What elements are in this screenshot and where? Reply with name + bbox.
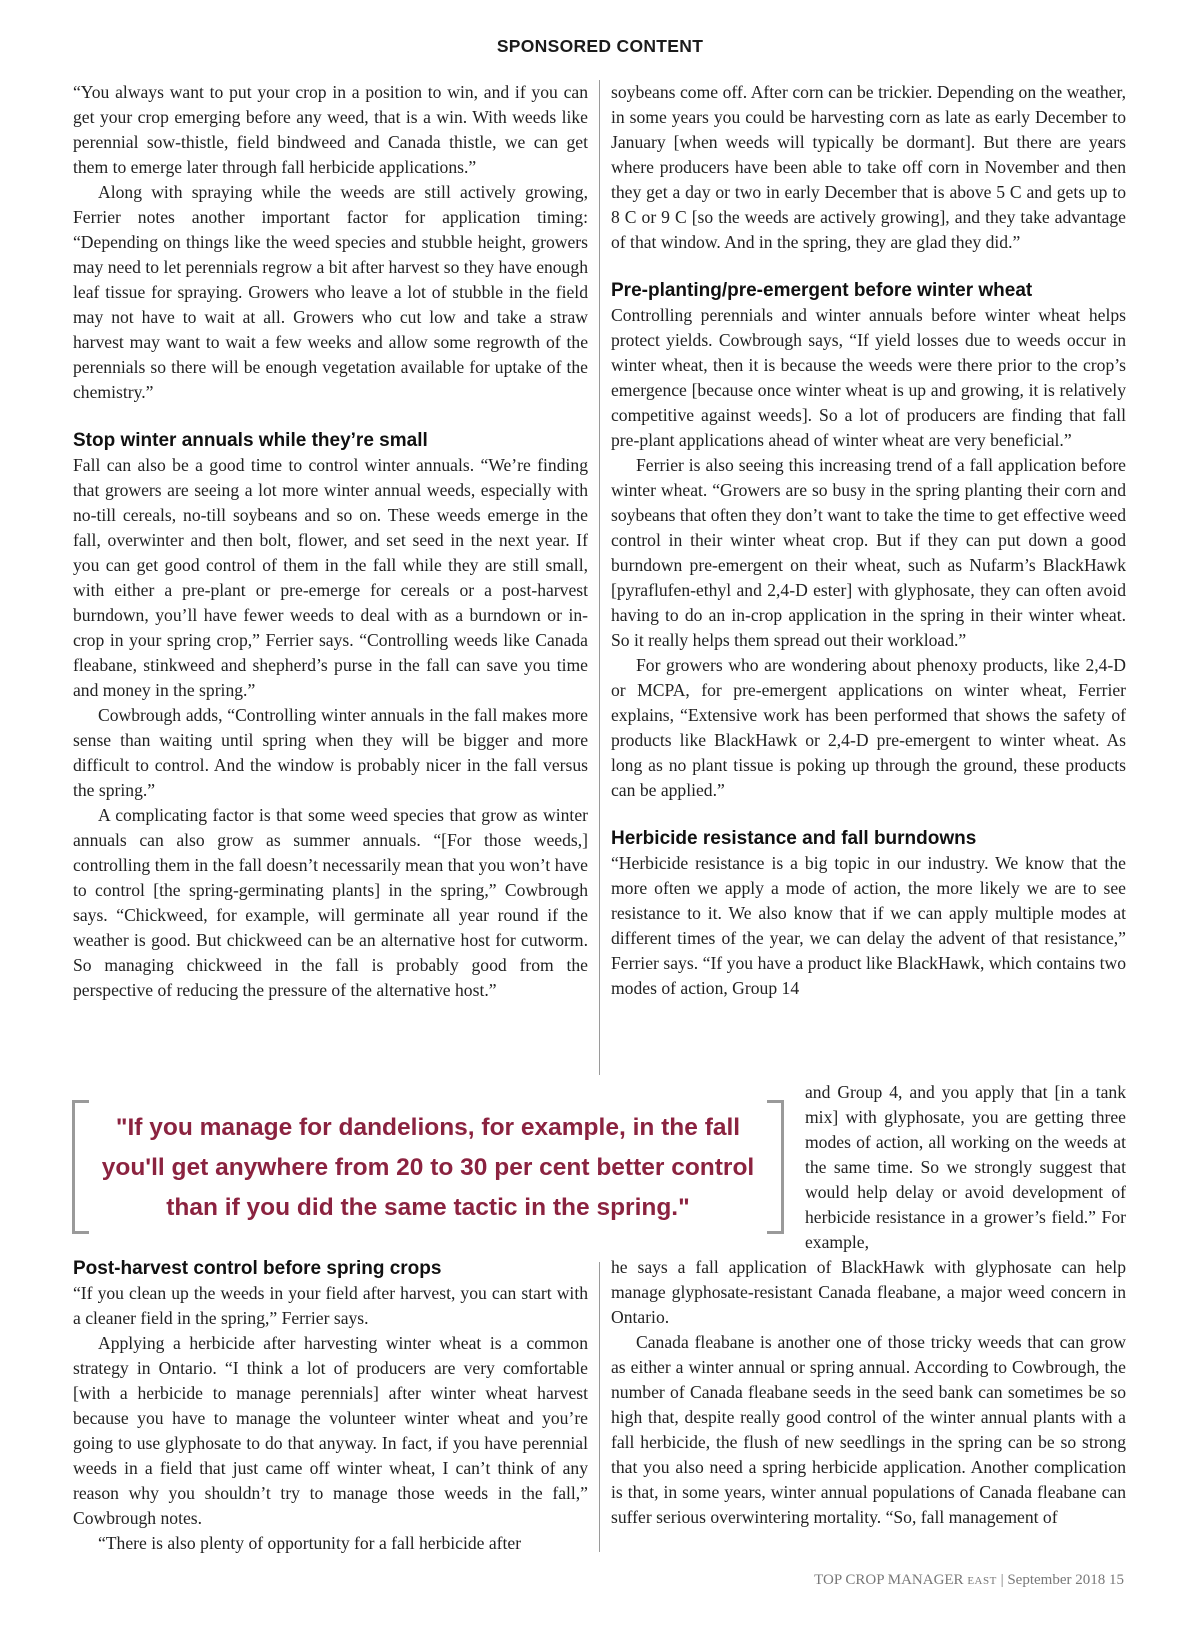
right-column [611, 80, 1126, 1001]
paragraph: “You always want to put your crop in a position to win, and if you can get your crop emerging before any weed, that is a win. With weeds like perennial sow-thistle, field bindweed and Canada thistle, we can get them to emerge later through fall herbicide applications.” [73, 82, 588, 177]
section-heading: Herbicide resistance and fall burndowns [611, 828, 977, 849]
right-column-wrap [805, 1080, 1126, 1255]
paragraph: Controlling perennials and winter annuals before winter wheat helps protect yields. Cowbrough says, “If yield losses due to weeds occur in winter wheat, then it is because the weeds were there prior to the crop’s emergence [because once winter wheat is up and growing, it is relatively competitive against weeds]. So a lot of producers are finding that fall pre-plant applications ahead of winter wheat are very beneficial.” [611, 305, 1126, 450]
page-footer [814, 1572, 1124, 1589]
paragraph: Fall can also be a good time to control winter annuals. “We’re finding that growers are seeing a lot more winter annual weeds, especially with no-till cereals, no-till soybeans and so on. These weeds emerge in the fall, overwinter and then bolt, flower, and set seed in the next year. If you can get good control of them in the fall while they are still small, with either a pre-plant or pre-emerge for cereals or a post-harvest burndown, you’ll have fewer weeds to deal with as a burndown or in-crop in your spring crop,” Ferrier says. “Controlling weeds like Canada fleabane, stinkweed and shepherd’s purse in the fall can save you time and money in the spring.” [73, 455, 588, 700]
left-column-top [73, 80, 588, 1003]
right-column-bottom [611, 1255, 1126, 1530]
paragraph: “If you clean up the weeds in your field after harvest, you can start with a cleaner field in the spring,” Ferrier says. [73, 1283, 588, 1328]
magazine-edition: EAST [967, 1575, 997, 1587]
paragraph: Canada fleabane is another one of those tricky weeds that can grow as either a winter annual or spring annual. According to Cowbrough, the number of Canada fleabane seeds in the seed bank can sometimes be so high that, despite really good control of the winter annual plants with a fall herbicide, the flush of new seedlings in the spring can be so strong that you also need a spring herbicide application. Another complication is that, in some years, winter annual populations of Canada fleabane can suffer serious overwintering mortality. “So, fall management of [611, 1332, 1126, 1527]
paragraph: For growers who are wondering about phenoxy products, like 2,4-D or MCPA, for pre-emergent applications on winter wheat, Ferrier explains, “Extensive work has been performed that shows the safety of products like BlackHawk or 2,4-D pre-emergent to winter wheat. As long as no plant tissue is poking up through the ground, these products can be applied.” [611, 655, 1126, 800]
paragraph: he says a fall application of BlackHawk with glyphosate can help manage glyphosate-resistant Canada fleabane, a major weed concern in Ontario. [611, 1257, 1126, 1327]
issue-date: September 2018 [1007, 1572, 1106, 1588]
paragraph: soybeans come off. After corn can be trickier. Depending on the weather, in some years you could be harvesting corn as late as early December to January [when weeds will typically be dormant]. But there are years where producers have been able to take off corn in November and then they get a day or two in early December that is above 5 C and gets up to 8 C or 9 C [so the weeds are actively growing], and they take advantage of that window. And in the spring, they are glad they did.” [611, 82, 1126, 252]
paragraph: “There is also plenty of opportunity for a fall herbicide after [98, 1533, 522, 1553]
section-heading: Stop winter annuals while they’re small [73, 430, 428, 451]
pull-quote-bracket-left [72, 1100, 89, 1234]
paragraph: Along with spraying while the weeds are still actively growing, Ferrier notes another important factor for application timing: “Depending on things like the weed species and stubble height, growers may need to let perennials regrow a bit after harvest so they have enough leaf tissue for spraying. Growers who leave a lot of stubble in the field may not have to wait at all. Growers who cut low and take a straw harvest may want to wait a few weeks and allow some regrowth of the perennials so there will be enough vegetation available for uptake of the chemistry.” [73, 182, 588, 402]
paragraph: and Group 4, and you apply that [in a tank mix] with glyphosate, you are getting three modes of action, all working on the weeds at the same time. So we strongly suggest that would help delay or avoid development of herbicide resistance in a grower’s field.” For example, [805, 1082, 1126, 1252]
section-heading: Pre-planting/pre-emergent before winter wheat [611, 280, 1033, 301]
paragraph: “Herbicide resistance is a big topic in our industry. We know that the more often we apply a mode of action, the more likely we are to see resistance to it. We also know that if we can apply multiple modes at different times of the year, we can delay the advent of that resistance,” Ferrier says. “If you have a product like BlackHawk, which contains two modes of action, Group 14 [611, 853, 1126, 998]
section-heading: Post-harvest control before spring crops [73, 1258, 442, 1279]
paragraph: A complicating factor is that some weed species that grow as winter annuals can also grow as summer annuals. “[For those weeds,] controlling them in the fall doesn’t necessarily mean that you won’t have to control [the spring-germinating plants] in the spring,” Cowbrough says. “Chickweed, for example, will germinate all year round if the weather is good. But chickweed can be an alternative host for cutworm. So managing chickweed in the fall is probably good from the perspective of reducing the pressure of the alternative host.” [73, 805, 588, 1000]
pull-quote [72, 1100, 784, 1232]
footer-separator: | [1000, 1572, 1004, 1588]
paragraph: Applying a herbicide after harvesting winter wheat is a common strategy in Ontario. “I think a lot of producers are very comfortable [with a herbicide to manage perennials] after winter wheat harvest because you have to manage the volunteer winter wheat and you’re going to use glyphosate to do that anyway. In fact, if you have perennial weeds in a field that just came off winter wheat, I can’t think of any reason why you shouldn’t try to manage those weeds in the fall,” Cowbrough notes. [73, 1333, 588, 1528]
left-column-bottom [73, 1257, 588, 1556]
paragraph: Cowbrough adds, “Controlling winter annuals in the fall makes more sense than waiting until spring when they will be bigger and more difficult to control. And the window is probably nicer in the fall versus the spring.” [73, 705, 588, 800]
pull-quote-bracket-right [767, 1100, 784, 1234]
magazine-name: TOP CROP MANAGER [814, 1572, 964, 1588]
paragraph: Ferrier is also seeing this increasing trend of a fall application before winter wheat. “Growers are so busy in the spring planting their corn and soybeans that often they don’t want to take the time to get effective weed control in their winter wheat crop. But if they can put down a good burndown pre-emergent on their wheat, such as Nufarm’s BlackHawk [pyraflufen-ethyl and 2,4-D ester] with glyphosate, they can often avoid having to do an in-crop application in the spring in their winter wheat. So it really helps them spread out their workload.” [611, 455, 1126, 650]
sponsored-content-banner: SPONSORED CONTENT [496, 36, 704, 56]
pull-quote-text: "If you manage for dandelions, for example, in the fall you'll get anywhere from 20 to 30 per cent better control than if you did the same tactic in the spring." [101, 1114, 755, 1221]
page-number: 15 [1109, 1572, 1124, 1588]
column-divider [599, 1262, 600, 1552]
column-divider [599, 80, 600, 1075]
